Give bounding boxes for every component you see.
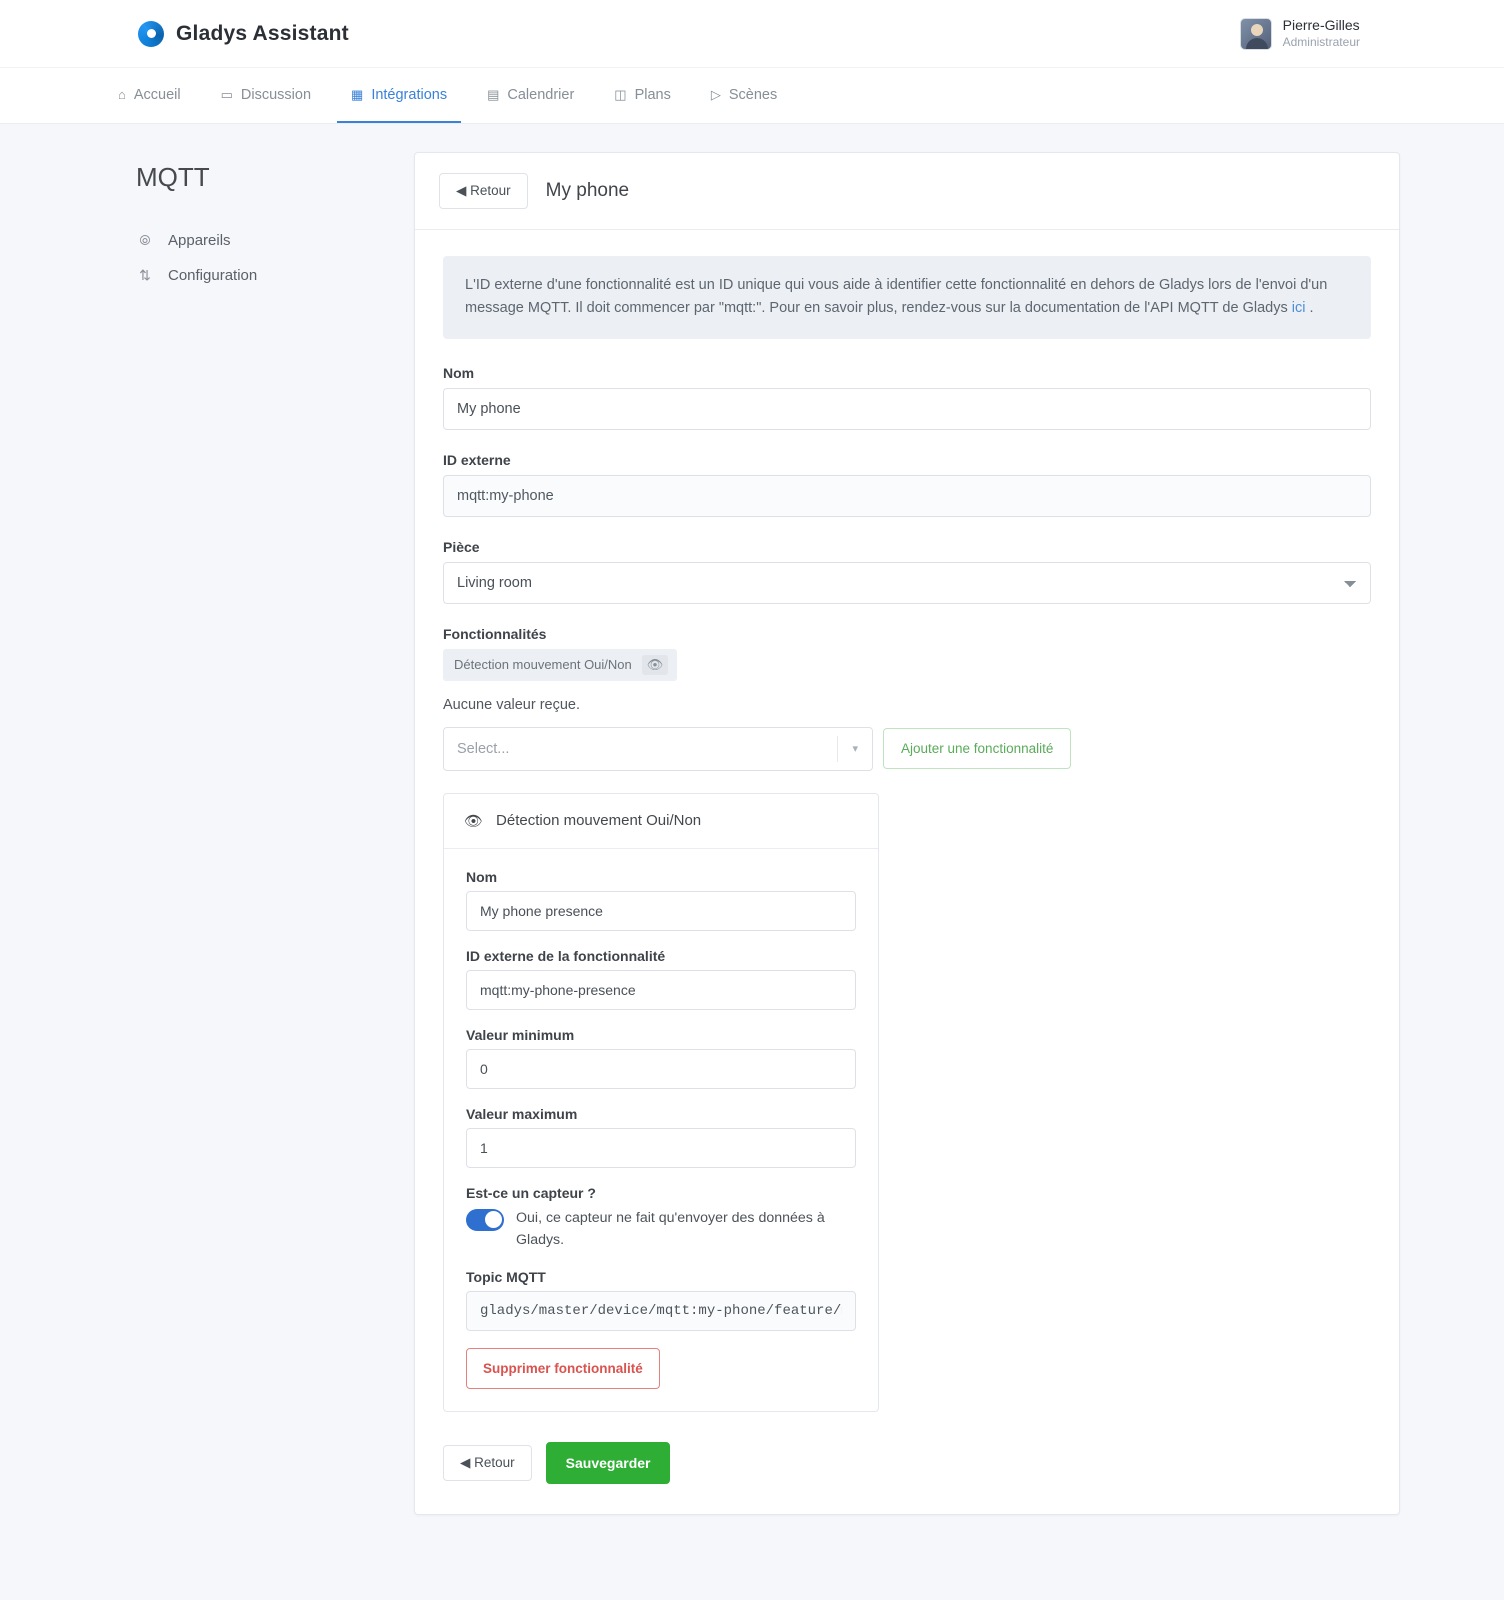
play-icon: ▷: [710, 86, 721, 102]
info-alert-text: L'ID externe d'une fonctionnalité est un ID unique qui vous aide à identifier cette fonctionnalité en dehors de Gladys lors de l'envoi d'un message MQTT. Il doit commencer par "mqtt:". Pour en savoir plus, rendez-vous sur la documentation de l'API MQTT de Gladys: [465, 277, 1328, 317]
device-external-id-input[interactable]: [443, 475, 1371, 517]
feature-min-label: Valeur minimum: [466, 1026, 575, 1043]
feature-min-field: [466, 1027, 856, 1089]
chat-icon: ▭: [220, 86, 233, 102]
info-alert: [443, 256, 1371, 339]
feature-topic-input[interactable]: [466, 1291, 856, 1331]
brand[interactable]: [34, 21, 349, 47]
feature-sensor-field: [466, 1185, 856, 1251]
info-alert-suffix: .: [1309, 300, 1314, 317]
feature-tag[interactable]: [443, 649, 677, 681]
page-title: MQTT: [136, 162, 210, 192]
device-room-field: [443, 539, 1371, 604]
user-menu[interactable]: [1240, 17, 1470, 50]
feature-max-label: Valeur maximum: [466, 1105, 578, 1122]
nav-label: Calendrier: [507, 86, 575, 103]
nav-item-discussion[interactable]: [207, 68, 325, 123]
features-section: [443, 626, 1371, 1484]
feature-detail-header: [444, 794, 878, 849]
feature-detail-title: Détection mouvement Oui/Non: [496, 812, 702, 830]
nav-label: Plans: [634, 86, 671, 103]
add-feature-button[interactable]: Ajouter une fonctionnalité: [883, 728, 1071, 769]
feature-name-input[interactable]: [466, 891, 856, 931]
eye-icon: 👁: [464, 812, 484, 830]
feature-tag-label: Détection mouvement Oui/Non: [454, 657, 632, 673]
device-name-field: [443, 365, 1371, 430]
page-content: [0, 124, 1504, 1555]
chevron-down-icon: ▾: [852, 743, 858, 756]
device-name-input[interactable]: [443, 388, 1371, 430]
sidebar-item-configuration[interactable]: [136, 258, 414, 293]
nav-label: Scènes: [728, 86, 778, 103]
eye-icon: 👁: [642, 655, 669, 675]
feature-detail-card: [443, 793, 879, 1412]
device-editor-card: [414, 152, 1400, 1515]
sidebar: [104, 152, 414, 1515]
device-title: My phone: [545, 180, 630, 201]
feature-external-id-field: [466, 948, 856, 1010]
top-bar: [0, 0, 1504, 68]
feature-max-input[interactable]: [466, 1128, 856, 1168]
grid-icon: ▦: [351, 86, 364, 102]
nav-item-scenes[interactable]: [697, 68, 791, 123]
nav-item-plans[interactable]: [600, 68, 685, 123]
sidebar-item-appareils[interactable]: [136, 223, 414, 258]
sidebar-item-label: Configuration: [168, 267, 258, 284]
feature-select[interactable]: [443, 727, 873, 771]
device-room-label: Pièce: [443, 538, 480, 555]
card-body: [415, 230, 1399, 1514]
user-name: Pierre-Gilles: [1282, 17, 1360, 34]
sensor-toggle-label: Oui, ce capteur ne fait qu'envoyer des données à Gladys.: [516, 1209, 825, 1248]
feature-detail-body: [444, 849, 878, 1411]
feature-min-input[interactable]: [466, 1049, 856, 1089]
calendar-icon: ▤: [487, 86, 500, 102]
device-external-id-label: ID externe: [443, 451, 511, 468]
sliders-icon: ⇅: [139, 267, 151, 283]
features-label: Fonctionnalités: [443, 625, 547, 642]
sensor-toggle[interactable]: [466, 1209, 504, 1231]
feature-name-label: Nom: [466, 868, 498, 885]
nav-label: Accueil: [133, 86, 181, 103]
brand-name: Gladys Assistant: [176, 21, 349, 45]
feature-select-placeholder: Select...: [457, 740, 510, 757]
gladys-logo-icon: [138, 21, 164, 47]
avatar: [1240, 18, 1272, 50]
feature-max-field: [466, 1106, 856, 1168]
documentation-link[interactable]: ici: [1291, 300, 1306, 317]
no-value-text: Aucune valeur reçue.: [443, 696, 581, 713]
nav-item-accueil[interactable]: [104, 68, 195, 123]
home-icon: ⌂: [118, 87, 126, 102]
feature-external-id-input[interactable]: [466, 970, 856, 1010]
feature-sensor-label: Est-ce un capteur ?: [466, 1184, 596, 1201]
delete-feature-button[interactable]: Supprimer fonctionnalité: [466, 1348, 660, 1389]
card-header: [415, 153, 1399, 230]
map-icon: ◫: [614, 86, 627, 102]
nav-item-calendrier[interactable]: [473, 68, 588, 123]
card-footer-actions: [443, 1442, 1371, 1484]
back-button-bottom[interactable]: ◀ Retour: [443, 1445, 532, 1481]
feature-topic-field: [466, 1269, 856, 1331]
save-button[interactable]: Sauvegarder: [546, 1442, 671, 1484]
device-name-label: Nom: [443, 364, 475, 381]
feature-external-id-label: ID externe de la fonctionnalité: [466, 947, 666, 964]
nav-item-integrations[interactable]: [337, 68, 461, 123]
user-role: Administrateur: [1282, 34, 1360, 49]
user-info: [1283, 17, 1360, 50]
nav-label: Discussion: [240, 86, 312, 103]
feature-name-field: [466, 869, 856, 931]
back-button-top[interactable]: ◀ Retour: [439, 173, 528, 209]
feature-topic-label: Topic MQTT: [466, 1268, 546, 1285]
nav-label: Intégrations: [371, 86, 448, 103]
device-room-select[interactable]: [443, 562, 1371, 604]
main-nav: [0, 68, 1504, 124]
broadcast-icon: ⦾: [139, 232, 151, 248]
device-external-id-field: [443, 452, 1371, 517]
sidebar-item-label: Appareils: [168, 232, 231, 249]
sensor-toggle-row: [466, 1207, 856, 1251]
add-feature-row: [443, 727, 1371, 771]
